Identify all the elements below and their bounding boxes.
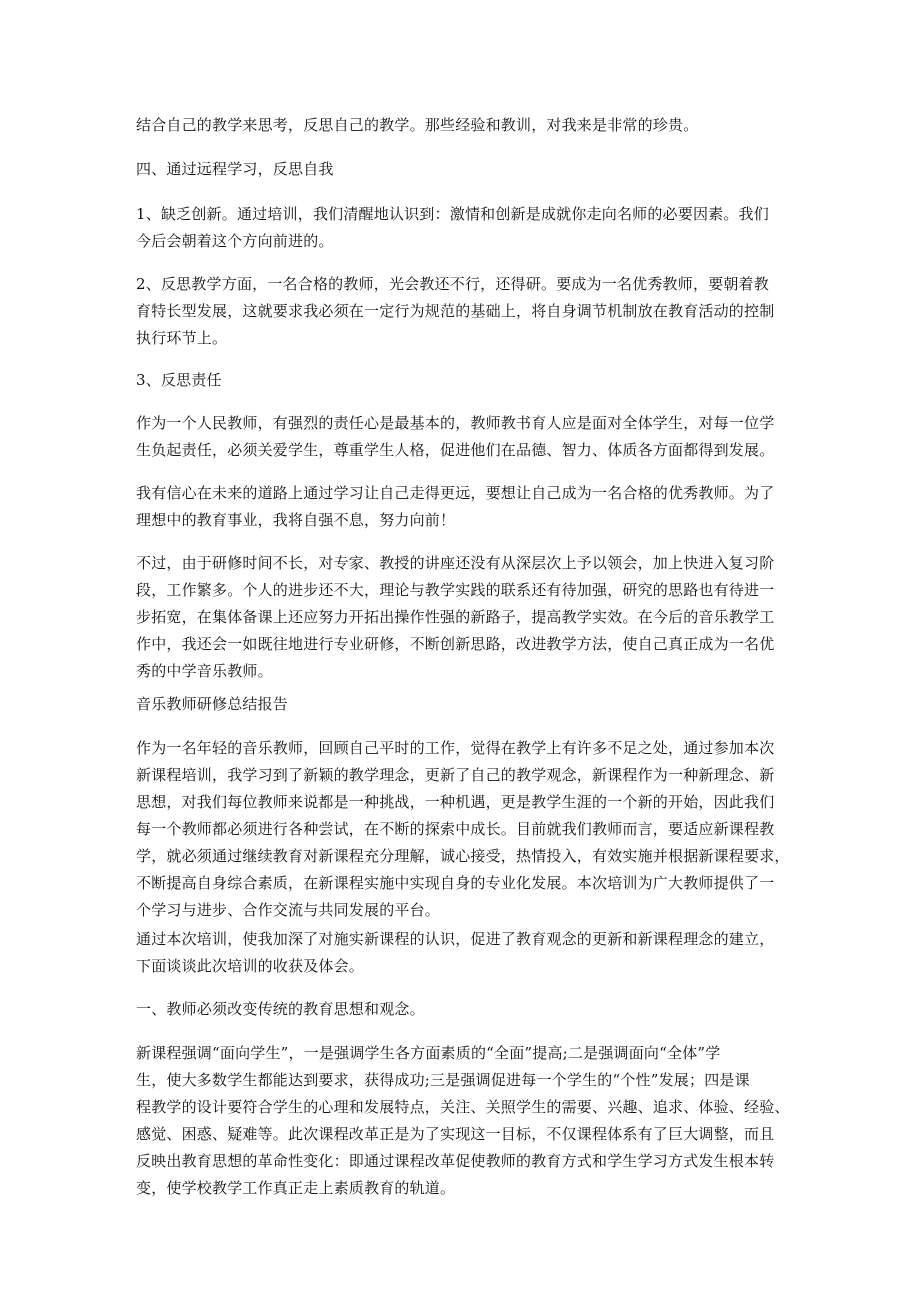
text-line: 作中，我还会一如既往地进行专业研修，不断创新思路，改进教学方法，使自己真正成为一名优 <box>136 635 775 653</box>
text-line: 3、反思责任 <box>136 371 222 389</box>
text-line: 下面谈谈此次培训的收获及体会。 <box>136 957 365 975</box>
heading-reflect-responsibility <box>136 367 796 394</box>
heading-section-1 <box>136 996 796 1023</box>
text-line: 生负起责任，必须关爱学生，尊重学生人格，促进他们在品德、智力、体质各方面都得到发展。 <box>136 441 775 459</box>
paragraph-1 <box>136 112 796 139</box>
report-title <box>136 691 796 718</box>
text-line: 个学习与进步、合作交流与共同发展的平台。 <box>136 901 441 919</box>
paragraph-lack-of-innovation <box>136 201 796 255</box>
text-line: 通过本次培训，使我加深了对施实新课程的认识，促进了教育观念的更新和新课程理念的建立， <box>136 930 775 948</box>
text-line: 作为一个人民教师，有强烈的责任心是最基本的，教师教书育人应是面对全体学生，对每一位学 <box>136 414 775 432</box>
text-line: 作为一名年轻的音乐教师，回顾自己平时的工作，觉得在教学上有许多不足之处，通过参加本次 <box>136 739 775 757</box>
text-line: 变，使学校教学工作真正走上素质教育的轨道。 <box>136 1179 456 1197</box>
paragraph-young-teacher <box>136 735 796 924</box>
text-line: 反映出教育思想的革命性变化：即通过课程改革促使教师的教育方式和学生学习方式发生根本转 <box>136 1152 775 1170</box>
text-line: 今后会朝着这个方向前进的。 <box>136 232 334 250</box>
text-line: 学，就必须通过继续教育对新课程充分理解，诚心接受，热情投入，有效实施并根据新课程要求， <box>136 847 790 865</box>
text-line: 思想，对我们每位教师来说都是一种挑战，一种机遇，更是教学生涯的一个新的开始，因此我们 <box>136 793 775 811</box>
text-line: 段，工作繁多。个人的进步还不大，理论与教学实践的联系还有待加强，研究的思路也有待进一 <box>136 581 775 599</box>
text-line: 不过，由于研修时间不长，对专家、教授的讲座还没有从深层次上予以领会，加上快进入复习阶 <box>136 554 775 572</box>
text-line: 每一个教师都必须进行各种尝试，在不断的探索中成长。目前就我们教师而言，要适应新课程教 <box>136 820 775 838</box>
text-line: 结合自己的教学来思考，反思自己的教学。那些经验和教训，对我来是非常的珍贵。 <box>136 116 699 134</box>
paragraph-training-summary <box>136 926 796 980</box>
text-line: 新课程培训，我学习到了新颖的教学理念，更新了自己的教学观念，新课程作为一种新理念、新 <box>136 766 775 784</box>
text-line: 四、通过远程学习，反思自我 <box>136 160 334 178</box>
text-line: 理想中的教育事业，我将自强不息，努力向前！ <box>136 511 456 529</box>
text-line: 音乐教师研修总结报告 <box>136 695 289 713</box>
paragraph-reflect-teaching <box>136 271 796 352</box>
text-line: 1、缺乏创新。通过培训，我们清醒地认识到：激情和创新是成就你走向名师的必要因素。我们 <box>136 205 769 223</box>
paragraph-new-curriculum <box>136 1040 796 1202</box>
text-line: 执行环节上。 <box>136 329 228 347</box>
text-line: 不断提高自身综合素质，在新课程实施中实现自身的专业化发展。本次培训为广大教师提供了一 <box>136 874 775 892</box>
text-line: 秀的中学音乐教师。 <box>136 662 273 680</box>
text-line: 生，使大多数学生都能达到要求，获得成功;三是强调促进每一个学生的“个性”发展；四是课 <box>136 1071 750 1089</box>
text-line: 2、反思教学方面，一名合格的教师，光会教还不行，还得研。要成为一名优秀教师，要朝着教 <box>136 275 769 293</box>
paragraph-confidence <box>136 480 796 534</box>
heading-section-4 <box>136 156 796 183</box>
text-line: 我有信心在未来的道路上通过学习让自己走得更远，要想让自己成为一名合格的优秀教师。为了 <box>136 484 775 502</box>
paragraph-however <box>136 550 796 685</box>
text-line: 感觉、困惑、疑难等。此次课程改革正是为了实现这一目标，不仅课程体系有了巨大调整，而且 <box>136 1125 775 1143</box>
text-line: 步拓宽，在集体备课上还应努力开拓出操作性强的新路子，提高教学实效。在今后的音乐教学工 <box>136 608 775 626</box>
text-line: 程教学的设计要符合学生的心理和发展特点，关注、关照学生的需要、兴趣、追求、体验、经验、 <box>136 1098 790 1116</box>
text-line: 新课程强调“面向学生”，一是强调学生各方面素质的“全面”提高;二是强调面向“全体”学 <box>136 1044 721 1062</box>
paragraph-responsibility <box>136 410 796 464</box>
text-line: 育特长型发展，这就要求我必须在一定行为规范的基础上，将自身调节机制放在教育活动的控制 <box>136 302 775 320</box>
text-line: 一、教师必须改变传统的教育思想和观念。 <box>136 1000 425 1018</box>
